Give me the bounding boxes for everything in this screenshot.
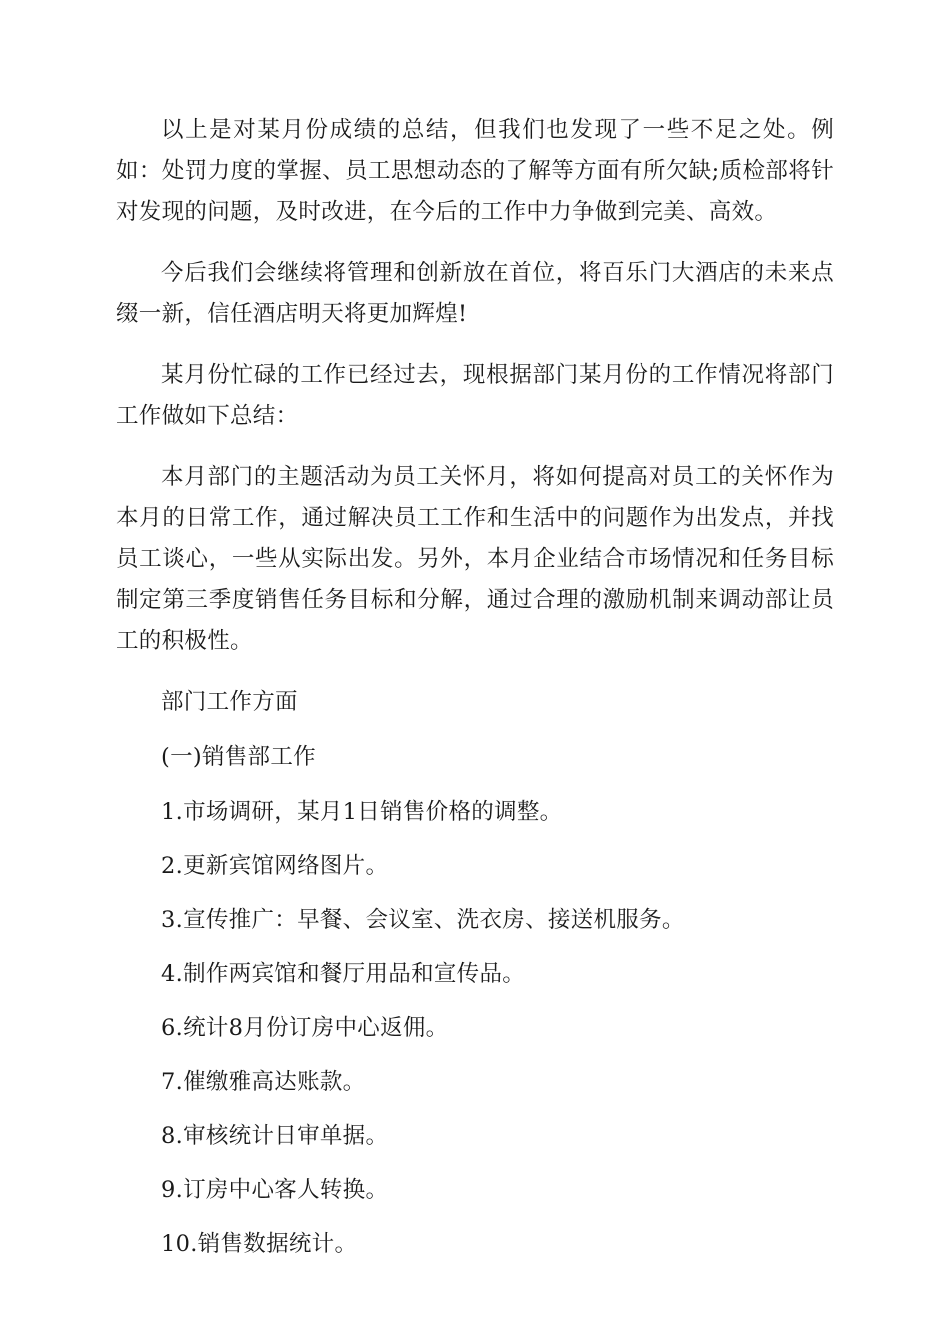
list-item: 6.统计8月份订房中心返佣。 [161, 1015, 449, 1041]
list-item: 10.销售数据统计。 [161, 1231, 358, 1257]
paragraph-summary-shortcomings: 以上是对某月份成绩的总结，但我们也发现了一些不足之处。例如：处罚力度的掌握、员工思想动态的了解等方面有所欠缺;质检部将针对发现的问题，及时改进，在今后的工作中力争做到完美、高效。 [116, 117, 834, 225]
paragraph-theme-activity: 本月部门的主题活动为员工关怀月，将如何提高对员工的关怀作为本月的日常工作，通过解决员工工作和生活中的问题作为出发点，并找员工谈心，一些从实际出发。另外，本月企业结合市场情况和任务目标制定第三季度销售任务目标和分解，通过合理的激励机制来调动部让员工的积极性。 [116, 464, 834, 654]
sales-work-list [116, 792, 834, 1265]
section-heading: 部门工作方面 [161, 689, 298, 715]
subsection-heading: (一)销售部工作 [161, 744, 316, 770]
list-item: 8.审核统计日审单据。 [161, 1123, 389, 1149]
list-item: 4.制作两宾馆和餐厅用品和宣传品。 [161, 961, 526, 987]
list-item: 2.更新宾馆网络图片。 [161, 853, 389, 879]
list-item: 1.市场调研，某月1日销售价格的调整。 [161, 799, 563, 825]
document-body [116, 110, 834, 1278]
list-item: 9.订房中心客人转换。 [161, 1177, 389, 1203]
list-item: 7.催缴雅高达账款。 [161, 1069, 366, 1095]
paragraph-monthly-intro: 某月份忙碌的工作已经过去，现根据部门某月份的工作情况将部门工作做如下总结： [116, 362, 834, 429]
list-item: 3.宣传推广：早餐、会议室、洗衣房、接送机服务。 [161, 907, 685, 933]
paragraph-future-outlook: 今后我们会继续将管理和创新放在首位，将百乐门大酒店的未来点缀一新，信任酒店明天将更加辉煌! [116, 260, 834, 327]
